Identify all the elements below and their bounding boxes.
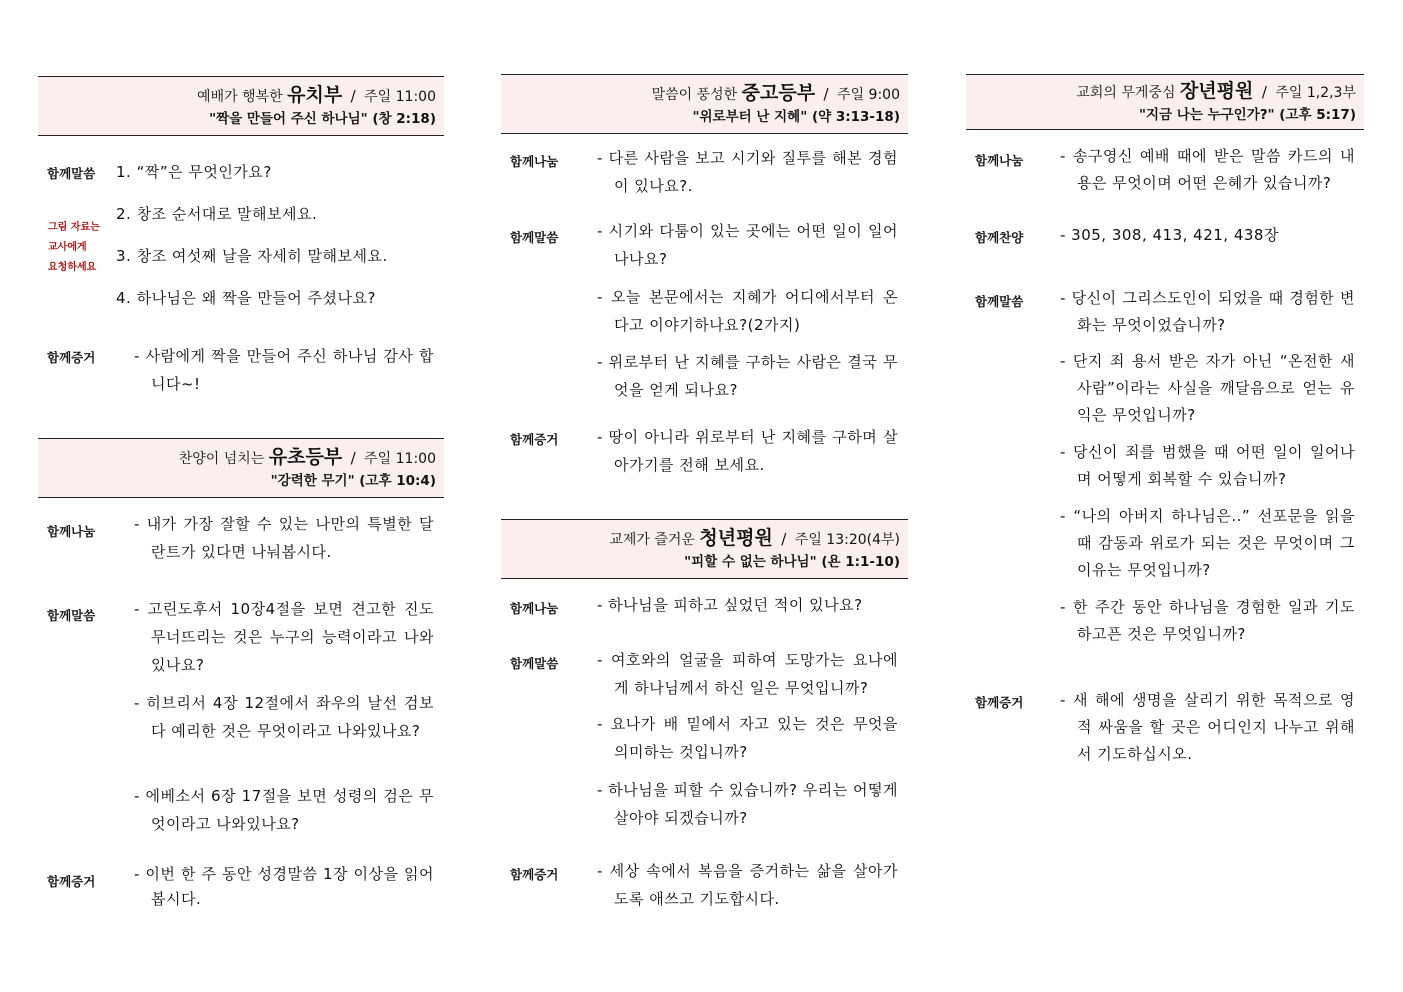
elementary-word-3: - 에베소서 6장 17절을 보면 성령의 검은 무엇이라고 나와있나요? <box>134 787 434 833</box>
youth-heading <box>509 81 900 107</box>
elementary-witness: - 이번 한 주 동안 성경말씀 1장 이상을 읽어 봅시다. <box>134 865 434 908</box>
adult-prefix: 교회의 무게중심 <box>1076 85 1176 101</box>
young-adult-header <box>501 519 908 579</box>
adult-share: - 송구영신 예배 때에 받은 말씀 카드의 내용은 무엇이며 어떤 은혜가 있습니까? <box>1060 147 1355 192</box>
elementary-share: - 내가 가장 잘할 수 있는 나만의 특별한 달란트가 있다면 나눠봅시다. <box>134 515 434 561</box>
adult-label-witness: 함께증거 <box>975 695 1024 710</box>
adult-word-3: - 당신이 죄를 범했을 때 어떤 일이 일어나며 어떻게 회복할 수 있습니까? <box>1060 443 1355 488</box>
side-note-line: 요청하세요 <box>48 262 97 273</box>
elementary-word-2: - 히브리서 4장 12절에서 좌우의 날선 검보다 예리한 것은 무엇이라고 나와있나요? <box>134 694 434 740</box>
kinder-heading <box>46 83 436 109</box>
adult-label-praise: 함께찬양 <box>975 230 1024 245</box>
youth-time: 주일 9:00 <box>837 87 900 103</box>
youth-title: "위로부터 난 지혜" (약 3:13-18) <box>692 109 900 125</box>
youth-word-2: - 오늘 본문에서는 지혜가 어디에서부터 온다고 이야기하나요?(2가지) <box>597 288 898 334</box>
adult-title: "지금 나는 누구인가?" (고후 5:17) <box>1138 107 1356 123</box>
elementary-prefix: 찬양이 넘치는 <box>178 451 265 467</box>
young-adult-word-2: - 요나가 배 밑에서 자고 있는 것은 무엇을 의미하는 것입니까? <box>597 715 898 761</box>
kinder-header <box>38 76 444 136</box>
kinder-title: "짝을 만들어 주신 하나님" (창 2:18) <box>209 111 436 127</box>
young-adult-word-1: - 여호와의 얼굴을 피하여 도망가는 요나에게 하나님께서 하신 일은 무엇입니까? <box>597 651 898 697</box>
kinder-dept-name: 유치부 <box>287 84 343 106</box>
young-adult-word-3: - 하나님을 피할 수 있습니까? 우리는 어떻게 살아야 되겠습니까? <box>597 781 898 827</box>
kinder-q1: 1. “짝”은 무엇인가요? <box>116 163 272 181</box>
adult-word-5: - 한 주간 동안 하나님을 경험한 일과 기도하고픈 것은 무엇입니까? <box>1060 598 1355 643</box>
adult-word-2: - 단지 죄 용서 받은 자가 아닌 “온전한 새사람”이라는 사실을 깨달음으로 얻는 유익은 무엇입니까? <box>1060 352 1355 424</box>
elementary-word-1: - 고린도후서 10장4절을 보면 견고한 진도 무너뜨리는 것은 누구의 능력이라고 나와 있나요? <box>134 600 434 674</box>
slash-divider: / <box>823 85 829 103</box>
young-adult-title: "피할 수 없는 하나님" (욘 1:1-10) <box>684 554 900 570</box>
adult-time: 주일 1,2,3부 <box>1275 85 1356 101</box>
youth-word-1: - 시기와 다툼이 있는 곳에는 어떤 일이 일어나나요? <box>597 222 898 268</box>
young-adult-heading <box>509 526 900 552</box>
elementary-dept-name: 유초등부 <box>268 446 343 468</box>
kinder-q3: 3. 창조 여섯째 날을 자세히 말해보세요. <box>116 247 388 265</box>
young-adult-dept-name: 청년평원 <box>699 527 773 549</box>
youth-label-witness: 함께증거 <box>510 432 559 447</box>
young-adult-time: 주일 13:20(4부) <box>794 532 900 548</box>
elementary-label-word: 함께말씀 <box>47 608 96 623</box>
adult-heading <box>974 79 1356 105</box>
young-adult-section <box>501 519 908 908</box>
kinder-section <box>38 76 444 393</box>
elementary-label-share: 함께나눔 <box>47 524 96 539</box>
kinder-witness: - 사람에게 짝을 만들어 주신 하나님 감사 합니다~! <box>134 347 434 393</box>
youth-header <box>501 74 908 134</box>
youth-prefix: 말씀이 풍성한 <box>651 87 738 103</box>
kinder-q4: 4. 하나님은 왜 짝을 만들어 주셨나요? <box>116 289 376 307</box>
youth-witness: - 땅이 아니라 위로부터 난 지혜를 구하며 살아가기를 전해 보세요. <box>597 428 898 474</box>
elementary-title: "강력한 무기" (고후 10:4) <box>270 473 436 489</box>
elementary-time: 주일 11:00 <box>364 451 436 467</box>
kinder-side-note <box>48 218 118 278</box>
adult-section <box>966 74 1364 763</box>
kinder-label-word: 함께말씀 <box>47 166 96 181</box>
slash-divider: / <box>781 530 787 548</box>
elementary-label-witness: 함께증거 <box>47 874 96 889</box>
side-note-line: 그림 자료는 <box>48 222 100 233</box>
youth-section <box>501 74 908 474</box>
kinder-prefix: 예배가 행복한 <box>197 89 283 105</box>
elementary-section <box>38 438 444 908</box>
youth-dept-name: 중고등부 <box>741 82 816 104</box>
column-3 <box>966 74 1364 924</box>
slash-divider: / <box>350 449 356 467</box>
youth-word-3: - 위로부터 난 지혜를 구하는 사람은 결국 무엇을 얻게 되나요? <box>597 353 898 399</box>
young-adult-label-share: 함께나눔 <box>510 601 559 616</box>
slash-divider: / <box>350 87 356 105</box>
adult-word-4: - “나의 아버지 하나님은..” 선포문을 읽을 때 감동과 위로가 되는 것은 무엇이며 그 이유는 무엇입니까? <box>1060 507 1355 579</box>
column-1 <box>38 76 444 926</box>
elementary-header <box>38 438 444 498</box>
adult-praise: - 305, 308, 413, 421, 438장 <box>1060 226 1279 244</box>
kinder-label-witness: 함께증거 <box>47 350 96 365</box>
kinder-time: 주일 11:00 <box>364 89 436 105</box>
adult-header <box>966 74 1364 130</box>
adult-word-1: - 당신이 그리스도인이 되었을 때 경험한 변화는 무엇이었습니까? <box>1060 289 1355 334</box>
young-adult-share: - 하나님을 피하고 싶었던 적이 있나요? <box>597 596 863 614</box>
youth-share: - 다른 사람을 보고 시기와 질투를 해본 경험이 있나요?. <box>597 149 898 195</box>
column-2 <box>501 74 908 924</box>
young-adult-label-word: 함께말씀 <box>510 656 559 671</box>
adult-label-share: 함께나눔 <box>975 153 1024 168</box>
elementary-heading <box>46 445 436 471</box>
youth-label-word: 함께말씀 <box>510 230 559 245</box>
young-adult-prefix: 교제가 즐거운 <box>609 532 695 548</box>
side-note-line: 교사에게 <box>48 242 87 253</box>
young-adult-witness: - 세상 속에서 복음을 증거하는 삶을 살아가도록 애쓰고 기도합시다. <box>597 862 898 908</box>
adult-label-word: 함께말씀 <box>975 294 1024 309</box>
adult-dept-name: 장년평원 <box>1179 80 1254 102</box>
youth-label-share: 함께나눔 <box>510 154 559 169</box>
young-adult-label-witness: 함께증거 <box>510 867 559 882</box>
slash-divider: / <box>1261 83 1267 101</box>
adult-witness: - 새 해에 생명을 살리기 위한 목적으로 영적 싸움을 할 곳은 어디인지 나누고 위해서 기도하십시오. <box>1060 691 1355 763</box>
kinder-q2: 2. 창조 순서대로 말해보세요. <box>116 205 318 223</box>
